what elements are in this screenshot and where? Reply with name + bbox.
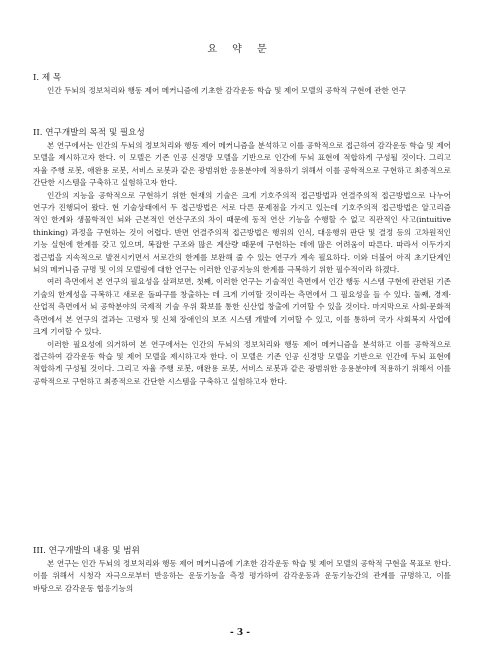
section-1-body [33, 85, 451, 97]
section-2-paragraph-1: 본 연구에서는 인간의 두뇌의 정보처리와 행동 제어 메커니즘을 분석하고 이를 공학적으로 접근하여 감각운동 학습 및 제어 모델을 제시하고자 한다. 이 모델은 기존 인공 신경망 모델을 기반으로 인간에 두뇌 표현에 적합하게 구성될 것이다. 그리고 자율 주행 로봇, 애완용 로봇, 서비스 로봇과 같은 광범위한 응용분야에 적용하기 위해서 이를 공학적으로 구현하고 최종적으로 간단한 시스템을 구축하고 실험하고자 한다. [33, 141, 451, 188]
section-2-paragraph-3: 여러 측면에서 본 연구의 필요성을 살펴보면, 첫째, 이러한 연구는 기술적인 측면에서 인간 행동 시스템 구현에 관련된 기존 기술의 한계성을 극복하고 새로운 돌파구를 창출하는 데 크게 기여할 것이라는 측면에서 그 필요성을 들 수 있다. 둘째, 경제·산업적 측면에서 뇌 공학분야의 국제적 기술 우위 확보를 통한 신산업 창출에 기여할 수 있을 것이다. 마지막으로 사회·문화적 측면에서 본 연구의 결과는 고령자 및 신체 장애인의 보조 시스템 개발에 기여할 수 있고, 이를 통하여 국가 사회복지 사업에 크게 기여할 수 있다. [33, 277, 451, 337]
section-3-body [33, 558, 451, 595]
page-number: - 3 - [230, 628, 250, 638]
section-2-paragraph-2: 인간의 지능을 공학적으로 구현하기 위한 현재의 기술은 크게 기호주의적 접근방법과 연결주의적 접근방법으로 나누어 연구가 진행되어 왔다. 현 기술상태에서 두 접근방법은 서로 다른 문제점을 가지고 있는데 기호주의적 접근방법은 알고리즘 적인 한계와 생물학적인 뇌와 근본적인 연산구조의 차이 때문에 동적 연산 기능을 수행할 수 없고 직관적인 사고(intuitive thinking) 과정을 구현하는 것이 어렵다. 반면 연결주의적 접근방법은 행위의 인식, 대응행위 판단 및 결정 등의 고차원적인 기능 실현에 한계를 갖고 있으며, 복잡한 구조와 많은 계산량 때문에 구현하는 데에 많은 어려움이 따른다. 따라서 이두가지 접근법을 지속적으로 발전시키면서 서로간의 한계를 보완해 줄 수 있는 연구가 계속 필요하다. 이와 더불어 아직 초기단계인 뇌의 메커니즘 규명 및 이의 모델링에 대한 연구는 이러한 인공지능의 한계를 극복하기 위한 필수적이라 하겠다. [33, 190, 451, 275]
section-2-body [33, 140, 451, 388]
section-2-heading: II. 연구개발의 목적 및 필요성 [33, 128, 145, 138]
section-1-paragraph-1: 인간 두뇌의 정보처리와 행동 제어 메커니즘에 기초한 감각운동 학습 및 제어 모델의 공학적 구현에 관한 연구 [47, 86, 406, 95]
page-title: 요 약 문 [207, 44, 273, 55]
section-3-paragraph-1: 본 연구는 인간 두뇌의 정보처리와 행동 제어 메커니즘에 기초한 감각운동 학습 및 제어 모델의 공학적 구현을 목표로 한다. 이를 위해서 시청각 자극으로부터 반응하는 운동기능을 측정 평가하여 감각운동과 운동기능간의 관계를 규명하고, 이를 바탕으로 감각운동 협응기능의 [33, 559, 451, 593]
section-2-paragraph-4: 이러한 필요성에 의거하여 본 연구에서는 인간의 두뇌의 정보처리와 행동 제어 메커니즘을 분석하고 이를 공학적으로 접근하여 감각운동 학습 및 제어 모델을 제시하고자 한다. 이 모델은 기존 인공 신경망 모델을 기반으로 인간에 두뇌 표현에 적합하게 구성될 것이다. 그리고 자율 주행 로봇, 애완용 로봇, 서비스 로봇과 같은 광범위한 응용분야에 적용하기 위해서 이를 공학적으로 구현하고 최종적으로 간단한 시스템을 구축하고 실험하고자 한다. [33, 339, 451, 386]
section-1-heading: I. 제 목 [33, 73, 62, 83]
section-3-heading: III. 연구개발의 내용 및 범위 [33, 546, 140, 556]
